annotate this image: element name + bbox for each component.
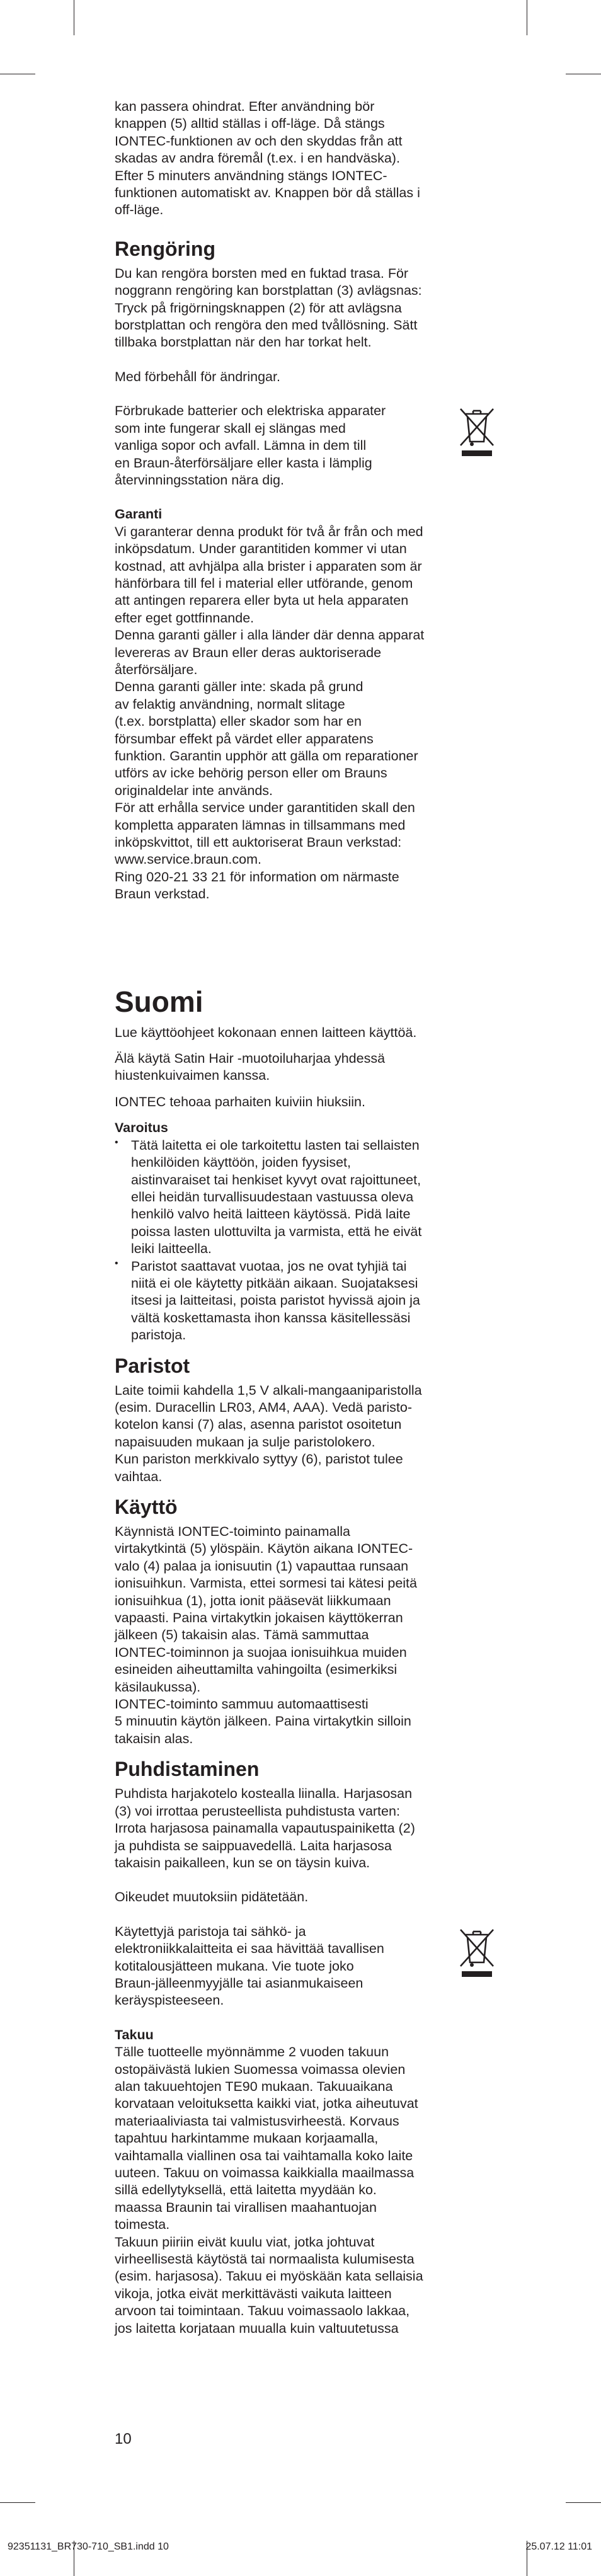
sv-cleaning-heading: Rengöring [115,237,215,260]
fi-batteries-heading: Paristot [115,1354,190,1377]
fi-batteries-text: Laite toimii kahdella 1,5 V alkali-mangaaniparistolla (esim. Duracellin LR03, AM4, AAA). Vedä paristo- kotelon kansi (7) alas, asenna paristot osoitetun napaisuuden mukaan ja sulje paristolokero. Kun pariston merkkivalo syttyy (6), paristot tulee vaihtaa. [115,1382,422,1484]
fi-cleaning-text: Puhdista harjakotelo kostealla liinalla. Harjasosan (3) voi irrottaa perusteellista puhdistusta varten: Irrota harjasosa painamalla vapautuspainiketta (2) ja puhdista se saippuavedellä. Laita harjasosa takaisin paikalleen, kun se on täysin kuiva. [115,1786,415,1870]
fi-iontec-note: IONTEC tehoaa parhaiten kuiviin hiuksiin. [115,1094,365,1109]
fi-reserve-note: Oikeudet muutoksiin pidätetään. [115,1889,309,1905]
sv-disposal-note: Förbrukade batterier och elektriska apparater som inte fungerar skall ej slängas med vanliga sopor och avfall. Lämna in dem till en Braun-återförsäljare eller kasta i lämplig återvinningsstation nära dig. [115,403,496,489]
sv-cleaning-text: Du kan rengöra borsten med en fuktad trasa. För noggrann rengöring kan borstplattan (3) avlägsnas: Tryck på frigörningsknappen (2) för att avlägsna borstplattan och rengöra den med tvållösning. Sätt tillbaka borstplattan när den har torkat helt. [115,265,422,350]
page-number: 10 [115,2430,132,2447]
fi-language-heading: Suomi [115,985,203,1018]
sv-reserve-note: Med förbehåll för ändringar. [115,369,280,384]
fi-cleaning-heading: Puhdistaminen [115,1758,260,1781]
crossed-bin-icon [458,405,496,459]
fi-disposal-note: Käytettyjä paristoja tai sähkö- ja elektroniikkalaitteita ei saa hävittää tavallisen kotitalousjätteen mukana. Vie tuote joko Braun-jälleenmyyjälle tai asianmukaiseen keräyspisteeseen. [115,1923,496,2010]
footer-date: 25.07.12 11:01 [525,2541,592,2552]
fi-warning-heading: Varoitus [115,1120,168,1136]
fi-warning-bullet-2: • Paristot saattavat vuotaa, jos ne ovat tyhjiä tai niitä ei ole käytetty pitkään aikaan. Suojataksesi itsesi ja laitteitasi, poista paristot hyvissä ajoin ja vältä koskettamasta ihon kanssa käsitellessäsi paristoja. [115,1258,496,1344]
fi-usage-text: Käynnistä IONTEC-toiminto painamalla virtakytkintä (5) ylöspäin. Käytön aikana IONTEC- valo (4) palaa ja ionisuutin (1) vapauttaa runsaan ionisuihkun. Varmista, ettei sormesi tai kätesi peitä ionisuihkua (1), jotta ionit pääsevät liikkumaan vapaasti. Paina virtakytkin jokaisen käyttökerran jälkeen (5) takaisin alas. Tämä sammuttaa IONTEC-toiminnon ja suojaa ionisuihkua muiden esineiden aiheuttamilta vahingoilta (esimerkiksi käsilaukussa). IONTEC-toiminto sammuu automaattisesti 5 minuutin käytön jälkeen. Paina virtakytkin silloin takaisin alas. [115,1524,417,1746]
sv-intro: kan passera ohindrat. Efter användning bör knappen (5) alltid ställas i off-läge. Då stängs IONTEC-funktionen av och den skyddas från att skadas av andra föremål (t.ex. i en handväska). Efter 5 minuters användning stängs IONTEC- funktionen automatiskt av. Knappen bör då ställas i off-läge. [115,99,420,218]
fi-warning-bullet-1: • Tätä laitetta ei ole tarkoitettu lasten tai sellaisten henkilöiden käyttöön, joiden fyysiset, aistinvaraiset tai henkiset kyvyt ovat rajoittuneet, ellei heidän turvallisuudestaan vastuussa oleva henkilö valvo heitä laitteen käytössä. Pidä laite poissa lasten ulottuvilta ja varmista, että he eivät leiki laitteella. [115,1137,496,1258]
fi-warranty-heading: Takuu [115,2027,154,2042]
fi-usage-heading: Käyttö [115,1496,178,1518]
footer-file-info: 92351131_BR730-710_SB1.indd 10 [8,2541,169,2552]
text-column [115,98,496,2337]
crossed-bin-icon [458,1926,496,1980]
sv-warranty-text: Vi garanterar denna produkt för två år från och med inköpsdatum. Under garantitiden kommer vi utan kostnad, att avhjälpa alla brister i apparaten som är hänförbara till fel i material eller utförande, genom att antingen reparera eller byta ut hela apparaten efter eget gottfinnande. Denna garanti gäller i alla länder där denna apparat levereras av Braun eller deras auktoriserade återförsäljare. Denna garanti gäller inte: skada på grund av felaktig användning, normalt slitage (t.ex. borstplatta) eller skador som har en försumbar effekt på värdet eller apparatens funktion. Garantin upphör att gälla om reparationer utförs av icke behörig person eller om Brauns originaldelar inte används. För att erhålla service under garantitiden skall den kompletta apparaten lämnas in tillsammans med inköpskvittot, till ett auktoriserat Braun verkstad: www.service.braun.com. Ring 020-21 33 21 för information om närmaste Braun verkstad. [115,524,425,902]
fi-satin-note: Älä käytä Satin Hair -muotoiluharjaa yhdessä hiustenkuivaimen kanssa. [115,1051,386,1084]
fi-intro: Lue käyttöohjeet kokonaan ennen laitteen käyttöä. [115,1024,417,1040]
sv-warranty-heading: Garanti [115,507,163,522]
fi-warranty-text: Tälle tuotteelle myönnämme 2 vuoden takuun ostopäivästä lukien Suomessa voimassa olevien alan takuuehtojen TE90 mukaan. Takuuaikana korvataan veloituksetta kaikki viat, jotka aiheutuvat materiaaliviasta tai valmistusvirheestä. Korvaus tapahtuu harkintamme mukaan korjaamalla, vaihtamalla viallinen osa tai vaihtamalla koko laite uuteen. Takuu on voimassa kaikkialla maailmassa sillä edellytyksellä, että laitetta myydään ko. maassa Braunin tai virallisen maahantuojan toimesta. Takuun piiriin eivät kuulu viat, jotka johtuvat virheellisestä käytöstä tai normaalista kulumisesta (esim. harjasosa). Takuu ei myöskään kata sellaisia vikoja, jotka eivät merkittävästi vaikuta laitteen arvoon tai toimintaan. Takuu voimassaolo lakkaa, jos laitetta korjataan muualla kuin valtuutetussa [115,2044,423,2336]
